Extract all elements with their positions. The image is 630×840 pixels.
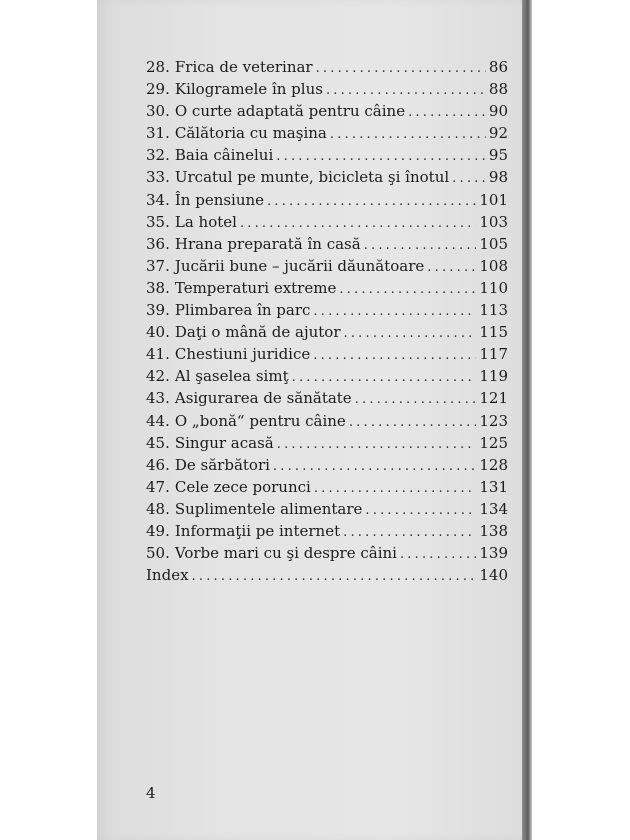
toc-entry bbox=[146, 80, 508, 102]
toc-entry-title: Chestiuni juridice bbox=[174, 345, 311, 364]
toc-entry-title: Informaţii pe internet bbox=[174, 521, 341, 540]
toc-entry-title: Hrana preparată în casă bbox=[174, 234, 361, 253]
toc-entry-title: În pensiune bbox=[174, 190, 265, 209]
toc-entry bbox=[146, 146, 508, 168]
toc-entry-page: 128 bbox=[479, 455, 508, 474]
book-spine-edge bbox=[522, 0, 532, 840]
toc-leader-dots bbox=[313, 348, 476, 363]
toc-leader-dots bbox=[365, 503, 476, 518]
toc-leader-dots bbox=[364, 238, 477, 253]
toc-entry-number: 43. bbox=[146, 389, 170, 408]
toc-entry-title: Jucării bune – jucării dăunătoare bbox=[174, 256, 425, 275]
page-number: 4 bbox=[146, 784, 156, 802]
toc-entry bbox=[146, 434, 508, 456]
toc-entry bbox=[146, 389, 508, 411]
toc-entry-title: Daţi o mână de ajutor bbox=[174, 323, 341, 342]
toc-entry bbox=[146, 213, 508, 235]
toc-leader-dots bbox=[427, 260, 476, 275]
toc-entry bbox=[146, 301, 508, 323]
toc-entry bbox=[146, 168, 508, 190]
toc-entry-page: 90 bbox=[488, 102, 508, 121]
toc-entry-page: 108 bbox=[479, 256, 508, 275]
toc-entry bbox=[146, 500, 508, 522]
toc-entry-number: 49. bbox=[146, 521, 170, 540]
toc-entry-page: 121 bbox=[479, 389, 508, 408]
toc-entry-title: Singur acasă bbox=[174, 433, 274, 452]
toc-leader-dots bbox=[192, 569, 477, 584]
toc-entry-number: 28. bbox=[146, 58, 170, 76]
toc-entry bbox=[146, 102, 508, 124]
toc-leader-dots bbox=[326, 83, 486, 98]
toc-entry bbox=[146, 456, 508, 478]
toc-entry-page: 92 bbox=[488, 124, 508, 143]
toc-leader-dots bbox=[330, 127, 486, 142]
toc-entry-title: O „bonă“ pentru câine bbox=[174, 411, 346, 430]
toc-entry-number: 40. bbox=[146, 323, 170, 342]
toc-leader-dots bbox=[273, 459, 476, 474]
toc-entry-number: 38. bbox=[146, 278, 170, 297]
toc-entry-page: 117 bbox=[479, 345, 508, 364]
toc-entry-page: 101 bbox=[479, 190, 508, 209]
toc-entry-number: 30. bbox=[146, 102, 170, 121]
toc-entry-number: 37. bbox=[146, 256, 170, 275]
toc-leader-dots bbox=[452, 171, 486, 186]
toc-entry-page: 95 bbox=[488, 146, 508, 165]
toc-entry bbox=[146, 58, 508, 80]
toc-leader-dots bbox=[240, 216, 476, 231]
toc-entry-page: 105 bbox=[479, 234, 508, 253]
toc-entry bbox=[146, 367, 508, 389]
toc-entry-number: 36. bbox=[146, 234, 170, 253]
toc-leader-dots bbox=[292, 370, 477, 385]
toc-entry-number: 34. bbox=[146, 190, 170, 209]
toc-leader-dots bbox=[344, 326, 477, 341]
toc-entry-title: O curte adaptată pentru câine bbox=[174, 102, 406, 121]
toc-leader-dots bbox=[277, 437, 477, 452]
table-of-contents bbox=[146, 58, 508, 588]
toc-entry bbox=[146, 412, 508, 434]
toc-entry-number: 41. bbox=[146, 345, 170, 364]
toc-entry bbox=[146, 478, 508, 500]
toc-entry-title: Al şaselea simţ bbox=[174, 367, 289, 386]
toc-entry bbox=[146, 522, 508, 544]
toc-entry-number: 29. bbox=[146, 80, 170, 99]
toc-entry-title: Frica de veterinar bbox=[174, 58, 313, 76]
toc-entry-number: 50. bbox=[146, 544, 170, 563]
toc-entry-page: 119 bbox=[479, 367, 508, 386]
toc-entry bbox=[146, 235, 508, 257]
toc-entry-page: 103 bbox=[479, 212, 508, 231]
toc-entry-number: 39. bbox=[146, 301, 170, 320]
toc-leader-dots bbox=[276, 149, 486, 164]
toc-entry-page: 125 bbox=[479, 433, 508, 452]
toc-entry-page: 88 bbox=[488, 80, 508, 99]
toc-entry-number: 33. bbox=[146, 168, 170, 187]
toc-entry-title: Urcatul pe munte, bicicleta şi înotul bbox=[174, 168, 450, 187]
toc-entry-page: 134 bbox=[479, 499, 508, 518]
toc-entry bbox=[146, 566, 508, 588]
toc-leader-dots bbox=[400, 547, 476, 562]
toc-leader-dots bbox=[355, 392, 477, 407]
toc-entry-title: La hotel bbox=[174, 212, 237, 231]
toc-entry bbox=[146, 124, 508, 146]
toc-entry-number: 32. bbox=[146, 146, 170, 165]
toc-entry-title: Plimbarea în parc bbox=[174, 301, 311, 320]
toc-entry bbox=[146, 257, 508, 279]
toc-leader-dots bbox=[313, 304, 476, 319]
toc-entry-title: Asigurarea de sănătate bbox=[174, 389, 352, 408]
toc-entry-page: 131 bbox=[479, 477, 508, 496]
toc-entry-page: 140 bbox=[479, 566, 508, 585]
toc-leader-dots bbox=[349, 415, 477, 430]
toc-entry-title: Vorbe mari cu şi despre câini bbox=[174, 544, 397, 563]
toc-entry-number: 44. bbox=[146, 411, 170, 430]
toc-entry bbox=[146, 191, 508, 213]
toc-leader-dots bbox=[267, 194, 476, 209]
toc-entry-title: Kilogramele în plus bbox=[174, 80, 323, 99]
toc-entry-page: 98 bbox=[488, 168, 508, 187]
toc-entry-page: 138 bbox=[479, 521, 508, 540]
toc-entry-title: Suplimentele alimentare bbox=[174, 499, 363, 518]
toc-entry-title: De sărbători bbox=[174, 455, 270, 474]
toc-entry-title: Baia câinelui bbox=[174, 146, 274, 165]
toc-leader-dots bbox=[343, 525, 476, 540]
toc-entry-number: 47. bbox=[146, 477, 170, 496]
toc-entry-number: 42. bbox=[146, 367, 170, 386]
toc-leader-dots bbox=[316, 61, 486, 76]
toc-entry-page: 123 bbox=[479, 411, 508, 430]
toc-entry-page: 113 bbox=[479, 301, 508, 320]
toc-entry bbox=[146, 323, 508, 345]
toc-entry bbox=[146, 279, 508, 301]
toc-entry-title: Index bbox=[146, 566, 189, 585]
toc-entry-title: Cele zece porunci bbox=[174, 477, 311, 496]
toc-entry-title: Temperaturi extreme bbox=[174, 278, 337, 297]
toc-entry-title: Călătoria cu maşina bbox=[174, 124, 327, 143]
toc-entry-number: 48. bbox=[146, 499, 170, 518]
toc-entry-number: 31. bbox=[146, 124, 170, 143]
toc-entry-page: 139 bbox=[479, 544, 508, 563]
toc-entry bbox=[146, 544, 508, 566]
toc-leader-dots bbox=[314, 481, 477, 496]
toc-entry-page: 110 bbox=[479, 278, 508, 297]
toc-entry bbox=[146, 345, 508, 367]
toc-leader-dots bbox=[339, 282, 476, 297]
toc-entry-number: 45. bbox=[146, 433, 170, 452]
toc-entry-page: 115 bbox=[479, 323, 508, 342]
toc-leader-dots bbox=[408, 105, 486, 120]
toc-entry-number: 46. bbox=[146, 455, 170, 474]
toc-entry-number: 35. bbox=[146, 212, 170, 231]
toc-entry-page: 86 bbox=[488, 58, 508, 76]
